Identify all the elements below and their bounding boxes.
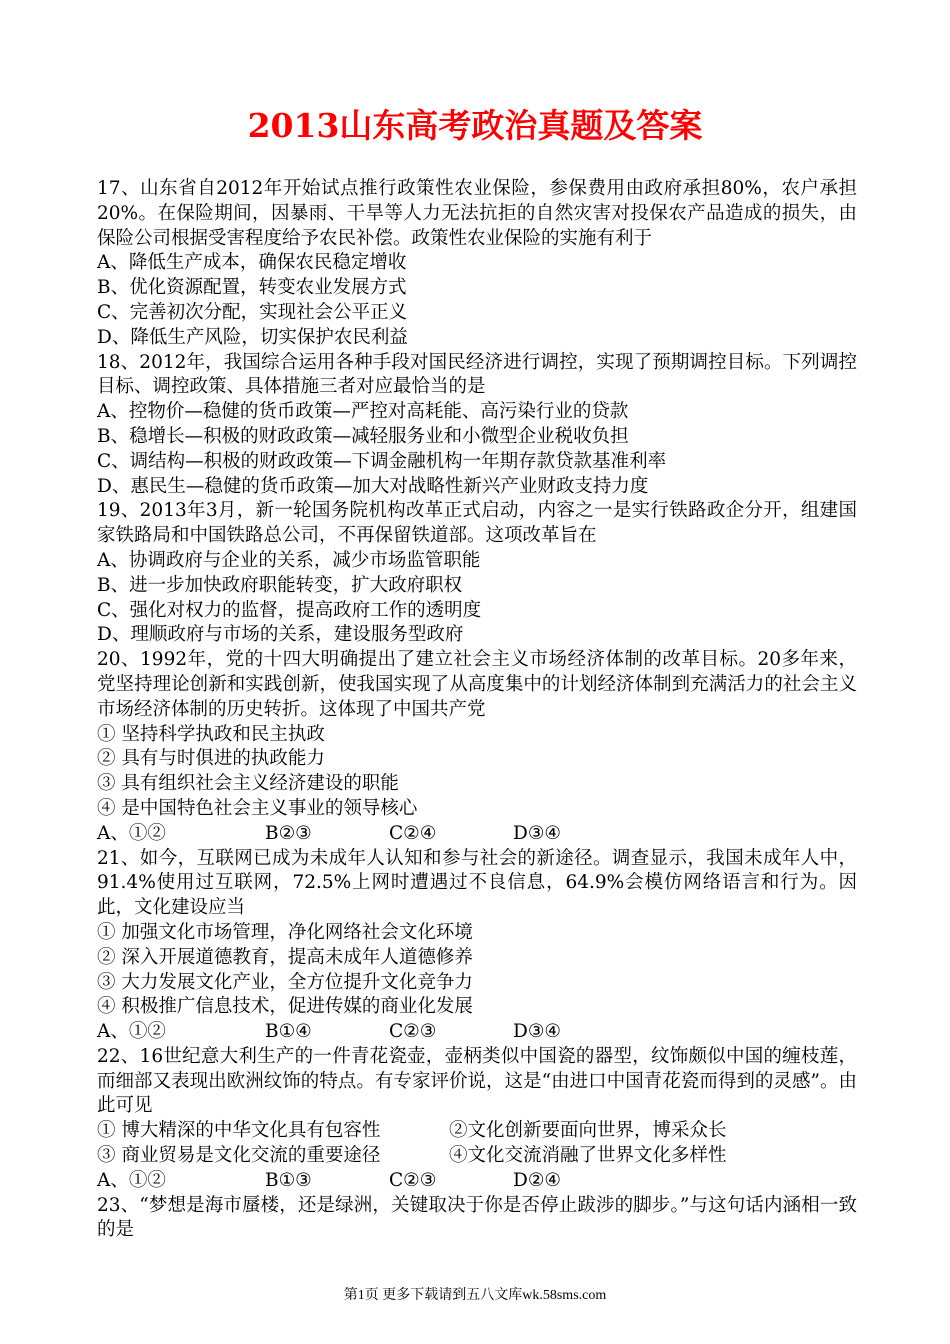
question-22-choice-a: A、①②: [97, 1169, 166, 1191]
question-20-stem: 20、1992年，党的十四大明确提出了建立社会主义市场经济体制的改革目标。20多年来，党坚持理论创新和实践创新，使我国实现了从高度集中的计划经济体制到充满活力的社会主义市场经济体制的历史转折。这体现了中国共产党: [97, 649, 857, 720]
question-18-option-a: A、控物价—稳健的货币政策—严控对高耗能、高污染行业的贷款: [97, 401, 629, 423]
question-20-choice-d: D③④: [513, 822, 562, 844]
question-17-option-d: D、降低生产风险，切实保护农民利益: [97, 326, 408, 348]
question-19-option-c: C、强化对权力的监督，提高政府工作的透明度: [97, 599, 482, 621]
question-20-choice-a: A、①②: [97, 822, 166, 844]
question-23-stem: 23、“梦想是海市蜃楼，还是绿洲，关键取决于你是否停止跋涉的脚步。”与这句话内涵相一致的是: [97, 1194, 857, 1241]
question-20-item-1: ① 坚持科学执政和民主执政: [97, 723, 325, 745]
question-21-item-1: ① 加强文化市场管理，净化网络社会文化环境: [97, 921, 473, 943]
question-21-item-4: ④ 积极推广信息技术，促进传媒的商业化发展: [97, 996, 473, 1018]
document-body: [97, 177, 857, 1243]
question-18-stem: 18、2012年，我国综合运用各种手段对国民经济进行调控，实现了预期调控目标。下列调控目标、调控政策、具体措施三者对应最恰当的是: [97, 351, 857, 398]
question-20-item-4: ④ 是中国特色社会主义事业的领导核心: [97, 797, 418, 819]
question-19-option-d: D、理顺政府与市场的关系，建设服务型政府: [97, 624, 464, 646]
question-22-item-2: ②文化创新要面向世界，博采众长: [449, 1120, 727, 1142]
question-17-option-a: A、降低生产成本，确保农民稳定增收: [97, 252, 407, 274]
question-22-items-row-2: [97, 1144, 857, 1169]
question-21-choice-a: A、①②: [97, 1021, 166, 1043]
question-21-item-2: ② 深入开展道德教育，提高未成年人道德修养: [97, 946, 473, 968]
question-21-choice-b: B①④: [265, 1021, 312, 1043]
question-22-choice-c: C②③: [389, 1169, 437, 1191]
question-21-choices: [97, 1020, 857, 1045]
question-18-option-c: C、调结构—积极的财政政策—下调金融机构一年期存款贷款基准利率: [97, 450, 667, 472]
question-19-option-a: A、协调政府与企业的关系，减少市场监管职能: [97, 549, 481, 571]
question-22-item-4: ④文化交流消融了世界文化多样性: [449, 1145, 727, 1167]
question-21-choice-d: D③④: [513, 1021, 562, 1043]
question-22-choice-d: D②④: [513, 1169, 562, 1191]
question-18-option-b: B、稳增长—积极的财政政策—减轻服务业和小微型企业税收负担: [97, 425, 629, 447]
question-22-items-row-1: [97, 1119, 857, 1144]
question-22-choices: [97, 1169, 857, 1194]
question-22-stem: 22、16世纪意大利生产的一件青花瓷壶，壶柄类似中国瓷的器型，纹饰颇似中国的缠枝莲，而细部又表现出欧洲纹饰的特点。有专家评价说，这是“由进口中国青花瓷而得到的灵感”。由此可见: [97, 1045, 857, 1117]
question-19-stem: 19、2013年3月，新一轮国务院机构改革正式启动，内容之一是实行铁路政企分开，组建国家铁路局和中国铁路总公司，不再保留铁道部。这项改革旨在: [97, 500, 857, 547]
question-22-choice-b: B①③: [265, 1169, 312, 1191]
question-20-item-3: ③ 具有组织社会主义经济建设的职能: [97, 773, 399, 795]
question-22-item-3: ③ 商业贸易是文化交流的重要途径: [97, 1145, 381, 1167]
question-22-item-1: ① 博大精深的中华文化具有包容性: [97, 1120, 381, 1142]
question-21-stem: 21、如今，互联网已成为未成年人认知和参与社会的新途径。调查显示，我国未成年人中，91.4%使用过互联网，72.5%上网时遭遇过不良信息，64.9%会模仿网络语言和行为。因此，文化建设应当: [97, 847, 857, 919]
question-20-choice-b: B②③: [265, 822, 312, 844]
question-19-option-b: B、进一步加快政府职能转变，扩大政府职权: [97, 574, 463, 596]
question-17-option-b: B、优化资源配置，转变农业发展方式: [97, 277, 407, 299]
question-20-choices: [97, 822, 857, 847]
question-17-option-c: C、完善初次分配，实现社会公平正义: [97, 301, 408, 323]
question-21-choice-c: C②③: [389, 1021, 437, 1043]
question-18-option-d: D、惠民生—稳健的货币政策—加大对战略性新兴产业财政支持力度: [97, 475, 649, 497]
question-20-item-2: ② 具有与时俱进的执政能力: [97, 748, 325, 770]
question-20-choice-c: C②④: [389, 822, 437, 844]
question-17-stem: 17、山东省自2012年开始试点推行政策性农业保险，参保费用由政府承担80%，农户承担20%。在保险期间，因暴雨、干旱等人力无法抗拒的自然灾害对投保农产品造成的损失，由保险公司根据受害程度给予农民补偿。政策性农业保险的实施有利于: [97, 178, 857, 249]
page-title: 2013山东高考政治真题及答案: [247, 106, 703, 145]
question-21-item-3: ③ 大力发展文化产业，全方位提升文化竞争力: [97, 971, 473, 993]
page-footer: 第1页 更多下载请到五八文库wk.58sms.com: [343, 1288, 607, 1303]
